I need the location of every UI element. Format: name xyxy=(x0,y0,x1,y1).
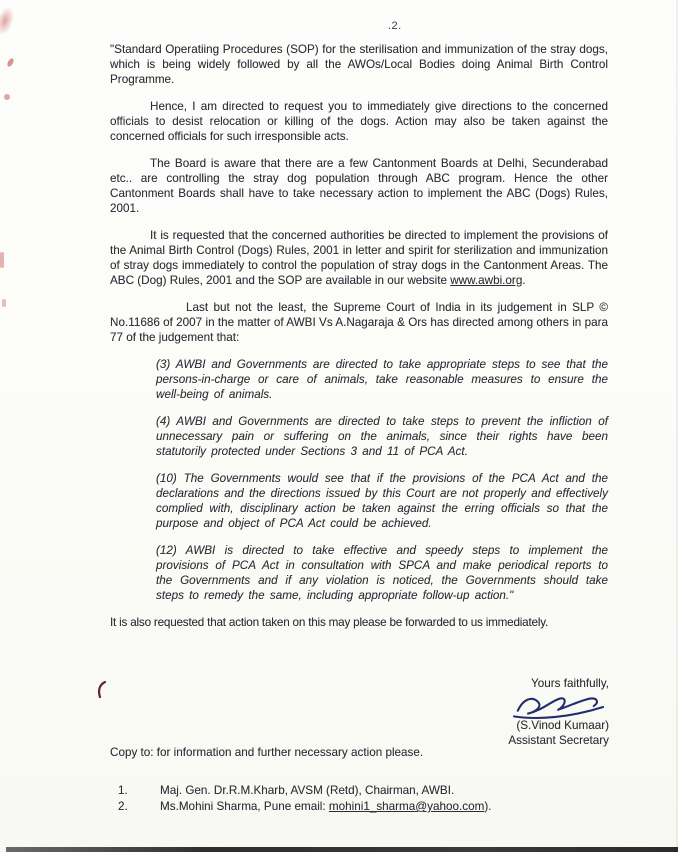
page-number: .2. xyxy=(388,20,402,32)
para-abc-rules xyxy=(110,228,608,288)
para-abc-rules-text: It is requested that the concerned authorities be directed to implement the provisions of the Animal Birth Control (Dogs) Rules, 2001 in letter and spirit for sterilization and immunization of stray dogs immediately to control the population of stray dogs in the Cantonment Areas. The ABC (Dog) Rules, 2001 and the SOP are available in our website xyxy=(110,229,608,287)
valediction: Yours faithfully, xyxy=(531,677,609,690)
item-text-prefix: Ms.Mohini Sharma, Pune email: xyxy=(160,800,329,813)
closing-block xyxy=(508,676,609,748)
para-request-directions: Hence, I am directed to request you to immediately give directions to the concerned officials to desist relocation or killing of the dogs. Action may also be taken against the concerned officials for such irresponsible acts. xyxy=(110,100,608,143)
judgement-quote-12: (12) AWBI is directed to take effective and speedy steps to implement the provisions of PCA Act in consultation with SPCA and make periodical reports to the Governments and if any violation is noticed, the Governments should take steps to remedy the same, including appropriate follow-up action." xyxy=(156,544,608,602)
scan-edge-shadow xyxy=(6,847,678,852)
red-speck-artifact xyxy=(2,299,6,307)
signature xyxy=(508,692,607,718)
judgement-quote-10: (10) The Governments would see that if the provisions of the PCA Act and the declarations and the directions issued by this Court are not properly and effectively complied with, disciplinary action be taken against the erring officials so that the purpose and object of PCA Act could be achieved. xyxy=(156,472,608,530)
signatory-name: (S.Vinod Kumaar) xyxy=(516,719,609,732)
item-text xyxy=(160,799,491,815)
red-speck-artifact xyxy=(6,57,15,67)
action-request-line: It is also requested that action taken on this may please be forwarded to us immediately. xyxy=(110,616,549,629)
para-sop-continuation: "Standard Operatiing Procedures (SOP) for the sterilisation and immunization of the stray dogs, which is being widely followed by all the AWOs/Local Bodies doing Animal Birth Control Programme. xyxy=(110,43,608,86)
judgement-quote-4: (4) AWBI and Governments are directed to take steps to prevent the infliction of unnecessary pain or suffering on the animals, since their rights have been statutorily protected under Sections 3 and 11 of PCA Act. xyxy=(156,415,608,458)
item-text-suffix: ). xyxy=(484,800,492,813)
email-link: mohini1_sharma@yahoo.com xyxy=(328,800,485,813)
item-number: 2. xyxy=(118,800,128,813)
recipient-list xyxy=(118,783,491,815)
para-supreme-court: Last but not the least, the Supreme Court of India in its judgement in SLP © No.11686 of 2007 in the matter of AWBI Vs A.Nagaraja & Ors has directed among others in para 77 of the judgement that: xyxy=(110,301,608,344)
list-item xyxy=(118,799,491,815)
para-abc-rules-suffix: . xyxy=(522,274,526,287)
red-smudge-artifact xyxy=(0,4,17,37)
para-cantonment-boards: The Board is aware that there are a few Cantonment Boards at Delhi, Secunderabad etc.. are controlling the stray dog population through ABC program. Hence the other Cantonment Boards shall have to take necessary action to implement the ABC (Dogs) Rules, 2001. xyxy=(110,157,608,215)
red-streak-artifact xyxy=(0,252,4,268)
copy-to-line: Copy to: for information and further necessary action please. xyxy=(110,746,424,759)
list-item xyxy=(118,783,491,799)
item-number: 1. xyxy=(118,784,128,797)
website-link: www.awbi.org xyxy=(450,274,523,287)
red-speck-artifact xyxy=(4,94,10,100)
signatory-title: Assistant Secretary xyxy=(508,734,609,747)
ink-tick-mark xyxy=(96,681,108,704)
letter-body xyxy=(110,42,608,630)
judgement-quote-3: (3) AWBI and Governments are directed to take appropriate steps to see that the persons-in-charge or care of animals, take reasonable measures to ensure the well-being of animals. xyxy=(156,358,608,401)
item-text: Maj. Gen. Dr.R.M.Kharb, AVSM (Retd), Chairman, AWBI. xyxy=(160,784,455,797)
